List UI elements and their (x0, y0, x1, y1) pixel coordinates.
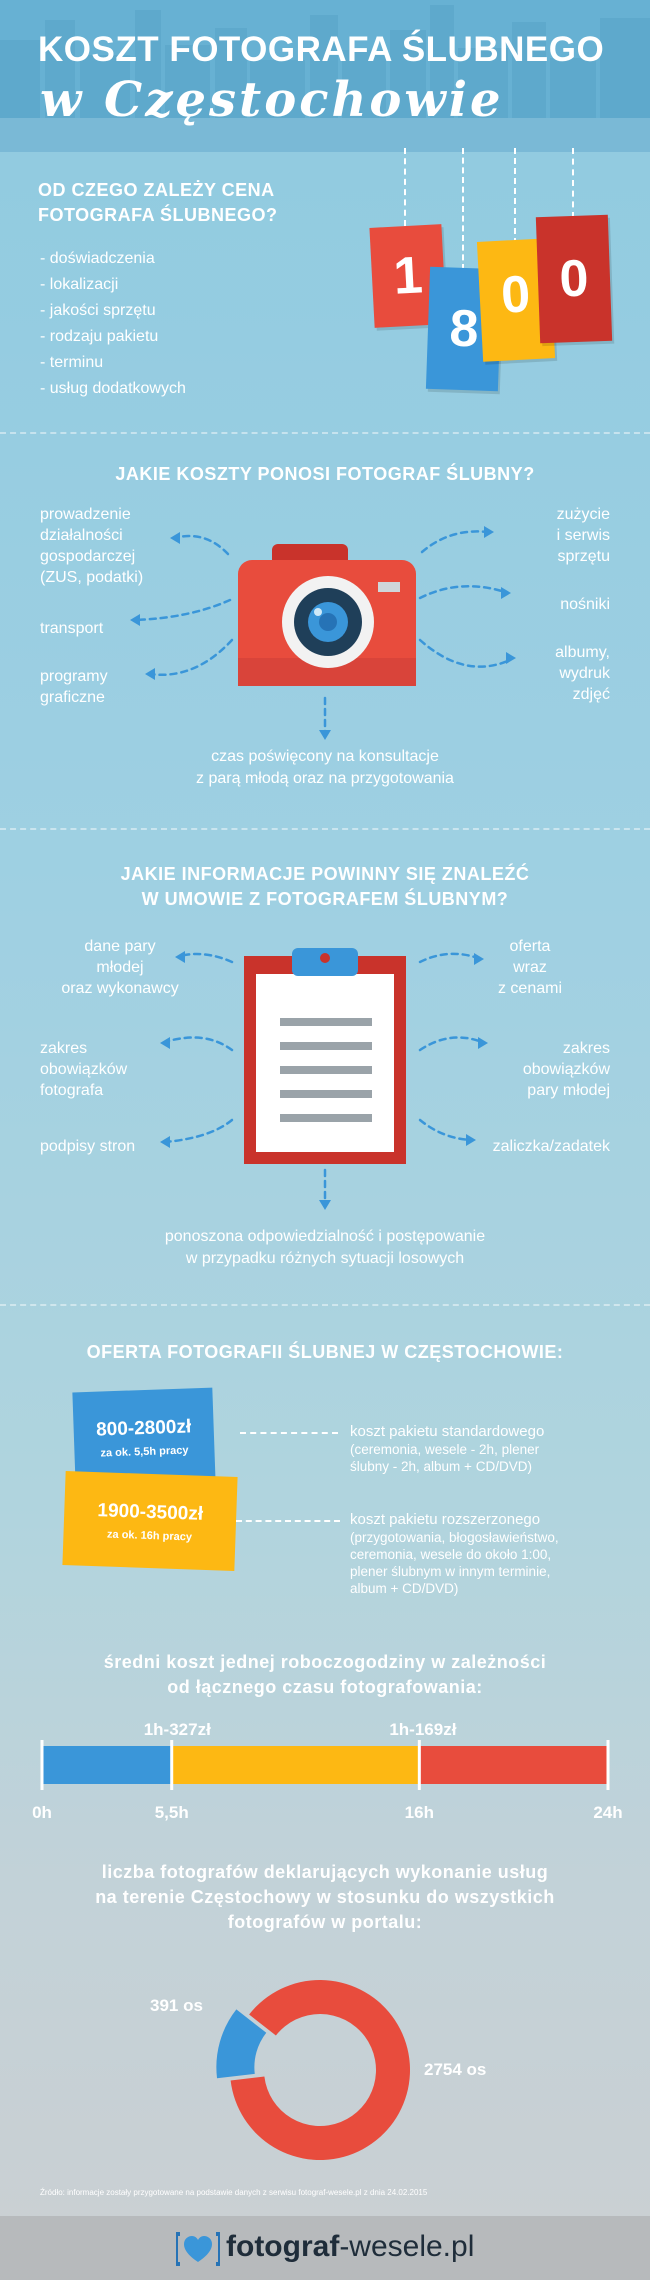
heading-line: OD CZEGO ZALEŻY CENA (38, 180, 275, 200)
package-detail: plener ślubnym w innym terminie, (350, 1564, 551, 1579)
digit-card-blue: 8 (426, 267, 502, 391)
label-line: zaliczka/zadatek (492, 1138, 610, 1155)
page-subtitle: w Częstochowie (40, 72, 504, 128)
package-detail: ceremonia, wesele do około 1:00, (350, 1547, 552, 1562)
timeline-segment-red (419, 1746, 608, 1784)
source-note: Źródło: informacje zostały przygotowane na podstawie danych z serwisu fotograf-wesele.pl z dnia 24.02.2015 (40, 2188, 428, 2197)
brand-rest: -wesele.pl (339, 2230, 475, 2263)
timeline-segment-blue (42, 1746, 172, 1784)
contract-bottom-item (0, 1226, 650, 1270)
timeline-tick (41, 1740, 44, 1790)
footer-bar (0, 2216, 650, 2280)
extended-package-description (350, 1510, 630, 1597)
section-divider (0, 828, 650, 830)
digit-card-red: 1 (369, 224, 446, 328)
heading-line: FOTOGRAFA ŚLUBNEGO? (38, 205, 278, 225)
label-line: (ZUS, podatki) (40, 569, 144, 586)
label-line: w przypadku różnych sytuacji losowych (185, 1250, 465, 1267)
price-text: 800-2800zł (95, 1416, 192, 1441)
package-detail: album + CD/DVD) (350, 1581, 459, 1596)
heading-line: od łącznego czasu fotografowania: (167, 1677, 483, 1697)
label-line: zakres (562, 1040, 610, 1057)
label-line: wydruk (559, 665, 610, 682)
timeline-tick (170, 1740, 173, 1790)
label-line: młodej (96, 959, 144, 976)
package-detail: ślubny - 2h, album + CD/DVD) (350, 1459, 532, 1474)
tick-label: 5,5h (154, 1803, 189, 1822)
timeline-tick (418, 1740, 421, 1790)
price-text: 1900-3500zł (97, 1500, 204, 1525)
hours-text: za ok. 5,5h pracy (100, 1444, 189, 1460)
label-line: transport (40, 620, 104, 637)
list-item: - terminu (40, 354, 104, 371)
costs-heading: JAKIE KOSZTY PONOSI FOTOGRAF ŚLUBNY? (115, 464, 535, 484)
label-line: czas poświęcony na konsultacje (211, 748, 439, 765)
label-line: oraz wykonawcy (61, 980, 179, 997)
digit-card-darkred: 0 (536, 215, 612, 343)
label-line: zużycie (556, 506, 610, 523)
connector-line (240, 1432, 338, 1434)
label-line: i serwis (556, 527, 610, 544)
donut-label-local: 391 os (150, 1996, 203, 2015)
label-line: z parą młodą oraz na przygotowania (196, 770, 454, 787)
label-line: obowiązków (522, 1061, 610, 1078)
clipboard-icon (244, 948, 406, 1164)
label-line: ponoszona odpowiedzialność i postępowanie (164, 1228, 486, 1245)
offer-heading: OFERTA FOTOGRAFII ŚLUBNEJ W CZĘSTOCHOWIE: (86, 1342, 564, 1362)
label-line: wraz (513, 959, 547, 976)
price-factors-list (40, 246, 186, 402)
card-string (462, 148, 464, 270)
label-line: pary młodej (527, 1082, 610, 1099)
label-line: zdjęć (572, 686, 610, 703)
timeline-segment-yellow (172, 1746, 420, 1784)
connector-line (236, 1520, 340, 1522)
list-item: - rodzaju pakietu (40, 328, 159, 345)
header-banner (0, 0, 650, 152)
label-line: dane pary (84, 938, 156, 955)
label-line: zakres (40, 1040, 88, 1057)
package-name: koszt pakietu rozszerzonego (350, 1511, 541, 1528)
package-name: koszt pakietu standardowego (350, 1423, 545, 1440)
label-line: graficzne (40, 689, 105, 706)
donut-slice-all (231, 1980, 410, 2160)
label-line: z cenami (497, 980, 563, 997)
section-divider (0, 1304, 650, 1306)
photographers-donut-chart (200, 1948, 450, 2178)
donut-label-all: 2754 os (424, 2060, 487, 2079)
rate-label-long: 1h-169zł (389, 1720, 457, 1739)
label-line: sprzętu (557, 548, 610, 565)
package-detail: (przygotowania, błogosławieństwo, (350, 1530, 559, 1545)
label-line: programy (40, 668, 108, 685)
list-item: - doświadczenia (40, 250, 155, 267)
label-line: prowadzenie (40, 506, 131, 523)
tick-label: 0h (32, 1803, 52, 1822)
hours-timeline (0, 1740, 650, 1830)
timeline-tick (607, 1740, 610, 1790)
heading-line: fotografów w portalu: (227, 1912, 423, 1932)
camera-icon (238, 540, 416, 686)
label-line: obowiązków (40, 1061, 128, 1078)
costs-bottom-item (0, 746, 650, 790)
card-string (404, 148, 406, 226)
ratio-heading (0, 1860, 650, 1935)
label-line: gospodarczej (40, 548, 136, 565)
hourly-heading (0, 1650, 650, 1700)
contract-heading (0, 862, 650, 912)
label-line: nośniki (560, 596, 610, 613)
tick-label: 16h (404, 1803, 434, 1822)
list-item: - lokalizacji (40, 276, 119, 293)
list-item: - usług dodatkowych (40, 380, 186, 397)
heading-line: na terenie Częstochowy w stosunku do wszystkich (95, 1887, 555, 1907)
label-line: fotografa (40, 1082, 104, 1099)
hours-text: za ok. 16h pracy (106, 1528, 193, 1544)
rate-label-short: 1h-327zł (143, 1720, 211, 1739)
tick-label: 24h (593, 1803, 623, 1822)
standard-package-description (350, 1422, 630, 1475)
label-line: albumy, (555, 644, 610, 661)
list-item: - jakości sprzętu (40, 302, 156, 319)
section-divider (0, 432, 650, 434)
label-line: działalności (40, 527, 123, 544)
digit-card-yellow: 0 (477, 238, 555, 362)
extended-price-badge (62, 1471, 237, 1571)
heading-line: średni koszt jednej roboczogodziny w zależności (103, 1652, 547, 1672)
package-detail: (ceremonia, wesele - 2h, plener (350, 1442, 540, 1457)
price-factors-heading (38, 178, 278, 228)
heart-logo-icon (176, 2230, 220, 2268)
heading-line: W UMOWIE Z FOTOGRAFEM ŚLUBNYM? (141, 889, 509, 909)
footer-brand[interactable] (226, 2230, 474, 2264)
label-line: podpisy stron (40, 1138, 136, 1155)
heading-line: liczba fotografów deklarujących wykonanie usług (101, 1862, 549, 1882)
heading-line: JAKIE INFORMACJE POWINNY SIĘ ZNALEŹĆ (120, 864, 530, 884)
card-string (514, 148, 516, 244)
page-title: KOSZT FOTOGRAFA ŚLUBNEGO (38, 30, 605, 69)
brand-bold: fotograf (226, 2230, 340, 2263)
label-line: oferta (509, 938, 551, 955)
card-string (572, 148, 574, 218)
